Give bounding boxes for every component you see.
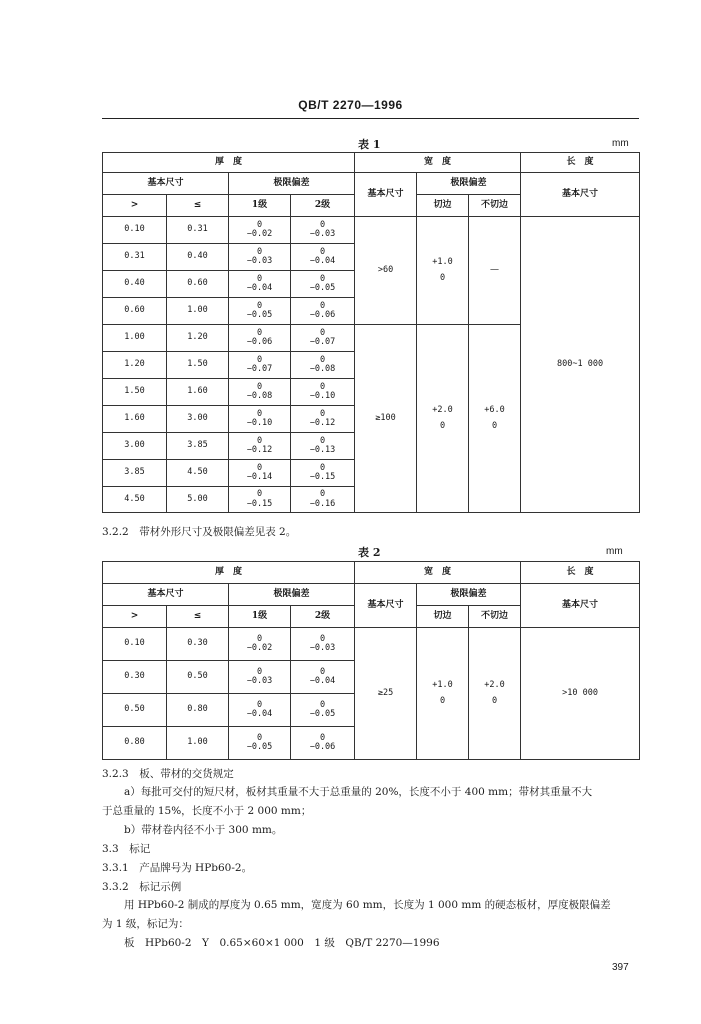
t2-header-grade2: 2级 — [291, 606, 355, 628]
table-row — [103, 628, 640, 661]
table1-unit: mm — [612, 138, 629, 149]
deviation-upper: 0 — [256, 273, 263, 284]
t1-header-uncut: 不切边 — [469, 195, 521, 217]
t1-header-length: 长 度 — [521, 153, 640, 173]
clause-3-3-1: 3.3.1 产品牌号为 HPb60-2。 — [102, 862, 253, 874]
t2-header-grade1: 1级 — [229, 606, 291, 628]
table2 — [102, 561, 640, 760]
grade1-deviation — [229, 727, 291, 760]
deviation-lower: −0.05 — [309, 283, 336, 293]
t1-header-cut: 切边 — [417, 195, 469, 217]
document-code-header: QB/T 2270—1996 — [298, 98, 403, 112]
deviation-lower: −0.03 — [309, 643, 336, 653]
clause-a-line1: a）每批可交付的短尺材，板材其重量不大于总重量的 20%，长度不小于 400 mm；带材其重量不大 — [124, 786, 593, 798]
deviation-upper: 0 — [319, 408, 326, 419]
deviation-lower: −0.03 — [246, 676, 273, 686]
grade1-deviation — [229, 352, 291, 379]
deviation-upper: 0 — [319, 462, 326, 473]
deviation-upper: 0 — [319, 381, 326, 392]
thickness-gt: 0.10 — [103, 628, 167, 661]
t1-header-grade2: 2级 — [291, 195, 355, 217]
length-basic: >10 000 — [521, 628, 640, 760]
deviation-lower: −0.16 — [309, 498, 336, 509]
t1-header-length-basic: 基本尺寸 — [521, 173, 640, 217]
t2-header-length: 长 度 — [521, 562, 640, 584]
deviation-lower: −0.12 — [309, 418, 336, 428]
clause-3-2-2: 3.2.2 带材外形尺寸及极限偏差见表 2。 — [102, 526, 297, 538]
deviation-lower: −0.02 — [246, 643, 273, 653]
deviation-upper: 0 — [319, 732, 326, 743]
thickness-le: 0.80 — [167, 694, 229, 727]
deviation-upper: +6.0 — [484, 405, 505, 416]
thickness-gt: 0.60 — [103, 298, 167, 325]
deviation-upper: 0 — [256, 327, 263, 338]
grade1-deviation — [229, 217, 291, 244]
deviation-upper: 0 — [256, 732, 263, 743]
deviation-upper: 0 — [256, 408, 263, 419]
width-cut-deviation-group2 — [417, 325, 469, 513]
thickness-gt: 1.60 — [103, 406, 167, 433]
deviation-lower: 0 — [439, 272, 446, 283]
width-basic-group1: >60 — [355, 217, 417, 325]
t1-header-width-tolerance: 极限偏差 — [417, 173, 521, 195]
table1 — [102, 152, 640, 513]
grade2-deviation — [291, 244, 355, 271]
deviation-upper: 0 — [319, 699, 326, 710]
deviation-upper: 0 — [319, 435, 326, 446]
clause-3-2-3: 3.2.3 板、带材的交货规定 — [102, 768, 234, 780]
t1-header-grade1: 1级 — [229, 195, 291, 217]
width-cut-deviation-group1 — [417, 217, 469, 325]
grade1-deviation — [229, 406, 291, 433]
deviation-lower: −0.15 — [309, 472, 336, 482]
t1-header-width: 宽 度 — [355, 153, 521, 173]
thickness-gt: 0.80 — [103, 727, 167, 760]
grade2-deviation — [291, 460, 355, 487]
thickness-gt: 1.00 — [103, 325, 167, 352]
deviation-upper: +1.0 — [432, 257, 453, 268]
width-uncut-deviation-group2 — [469, 325, 521, 513]
grade1-deviation — [229, 298, 291, 325]
clause-3-3-2: 3.3.2 标记示例 — [102, 881, 182, 893]
width-basic-group2: ≥100 — [355, 325, 417, 513]
t2-header-width: 宽 度 — [355, 562, 521, 584]
thickness-gt: 1.20 — [103, 352, 167, 379]
thickness-le: 4.50 — [167, 460, 229, 487]
clause-b: b）带材卷内径不小于 300 mm。 — [124, 824, 283, 836]
t2-header-cut: 切边 — [417, 606, 469, 628]
deviation-upper: 0 — [256, 300, 263, 311]
page-number: 397 — [612, 962, 629, 973]
thickness-gt: 1.50 — [103, 379, 167, 406]
grade2-deviation — [291, 325, 355, 352]
deviation-upper: 0 — [319, 246, 326, 257]
deviation-upper: 0 — [256, 246, 263, 257]
thickness-gt: 0.50 — [103, 694, 167, 727]
thickness-gt: 0.10 — [103, 217, 167, 244]
table-row — [103, 217, 640, 244]
deviation-lower: −0.08 — [246, 391, 273, 401]
deviation-lower: −0.05 — [309, 709, 336, 719]
thickness-gt: 4.50 — [103, 487, 167, 513]
deviation-upper: 0 — [256, 462, 263, 473]
t2-header-uncut: 不切边 — [469, 606, 521, 628]
deviation-lower: −0.13 — [309, 445, 336, 455]
deviation-lower: 0 — [439, 695, 446, 706]
deviation-upper: 0 — [256, 435, 263, 446]
grade2-deviation — [291, 271, 355, 298]
deviation-lower: −0.12 — [246, 445, 273, 455]
deviation-lower: −0.14 — [246, 472, 273, 482]
thickness-gt: 0.40 — [103, 271, 167, 298]
thickness-gt: 3.85 — [103, 460, 167, 487]
t2-header-basic-size: 基本尺寸 — [103, 584, 229, 606]
deviation-upper: 0 — [319, 273, 326, 284]
t2-header-gt: > — [103, 606, 167, 628]
deviation-upper: 0 — [256, 489, 263, 500]
deviation-lower: −0.06 — [309, 310, 336, 320]
thickness-le: 1.50 — [167, 352, 229, 379]
t1-header-gt: > — [103, 195, 167, 217]
grade2-deviation — [291, 694, 355, 727]
grade2-deviation — [291, 628, 355, 661]
deviation-lower: −0.04 — [309, 256, 336, 266]
grade1-deviation — [229, 244, 291, 271]
deviation-lower: 0 — [491, 420, 498, 431]
thickness-le: 3.00 — [167, 406, 229, 433]
table1-caption: 表 1 — [358, 138, 381, 151]
deviation-lower: −0.04 — [246, 283, 273, 293]
clause-3-3: 3.3 标记 — [102, 843, 151, 855]
thickness-le: 1.00 — [167, 298, 229, 325]
deviation-upper: 0 — [256, 219, 263, 230]
deviation-lower: −0.03 — [246, 256, 273, 266]
deviation-upper: 0 — [319, 489, 326, 500]
grade1-deviation — [229, 460, 291, 487]
t1-header-le: ≤ — [167, 195, 229, 217]
deviation-upper: 0 — [256, 699, 263, 710]
deviation-lower: −0.08 — [309, 364, 336, 374]
deviation-upper: +2.0 — [484, 680, 505, 691]
deviation-lower: 0 — [491, 695, 498, 706]
thickness-gt: 0.30 — [103, 661, 167, 694]
grade1-deviation — [229, 661, 291, 694]
grade2-deviation — [291, 433, 355, 460]
deviation-lower: −0.05 — [246, 310, 273, 320]
t2-header-width-basic: 基本尺寸 — [355, 584, 417, 628]
grade2-deviation — [291, 727, 355, 760]
example-line2: 为 1 级，标记为： — [102, 918, 189, 930]
deviation-lower: −0.07 — [246, 364, 273, 374]
header-rule — [102, 118, 639, 119]
deviation-lower: −0.06 — [309, 742, 336, 752]
thickness-le: 0.31 — [167, 217, 229, 244]
thickness-le: 1.60 — [167, 379, 229, 406]
table2-unit: mm — [606, 546, 623, 557]
grade2-deviation — [291, 352, 355, 379]
t2-header-thickness: 厚 度 — [103, 562, 355, 584]
deviation-upper: 0 — [319, 300, 326, 311]
grade1-deviation — [229, 325, 291, 352]
deviation-upper: 0 — [319, 219, 326, 230]
thickness-le: 1.00 — [167, 727, 229, 760]
t1-header-thickness: 厚 度 — [103, 153, 355, 173]
deviation-lower: −0.02 — [246, 229, 273, 239]
deviation-lower: −0.03 — [309, 229, 336, 239]
grade2-deviation — [291, 379, 355, 406]
marking-example: 板 HPb60-2 Y 0.65×60×1 000 1 级 QB/T 2270—1996 — [124, 937, 440, 949]
deviation-upper: 0 — [256, 354, 263, 365]
width-uncut-deviation — [469, 628, 521, 760]
deviation-lower: 0 — [439, 420, 446, 431]
deviation-upper: +2.0 — [432, 405, 453, 416]
width-cut-deviation — [417, 628, 469, 760]
thickness-le: 1.20 — [167, 325, 229, 352]
t1-header-tolerance: 极限偏差 — [229, 173, 355, 195]
t2-header-tolerance: 极限偏差 — [229, 584, 355, 606]
thickness-le: 5.00 — [167, 487, 229, 513]
grade2-deviation — [291, 217, 355, 244]
t1-header-basic-size: 基本尺寸 — [103, 173, 229, 195]
deviation-upper: +1.0 — [432, 680, 453, 691]
grade1-deviation — [229, 379, 291, 406]
grade2-deviation — [291, 487, 355, 513]
deviation-lower: −0.10 — [309, 391, 336, 401]
thickness-gt: 3.00 — [103, 433, 167, 460]
grade1-deviation — [229, 694, 291, 727]
deviation-upper: 0 — [256, 666, 263, 677]
grade1-deviation — [229, 271, 291, 298]
width-uncut-deviation-group1: — — [469, 217, 521, 325]
deviation-lower: −0.10 — [246, 418, 273, 428]
deviation-upper: 0 — [319, 327, 326, 338]
thickness-gt: 0.31 — [103, 244, 167, 271]
thickness-le: 0.60 — [167, 271, 229, 298]
deviation-upper: 0 — [319, 666, 326, 677]
clause-a-line2: 于总重量的 15%，长度不小于 2 000 mm； — [102, 805, 312, 817]
deviation-lower: −0.04 — [309, 676, 336, 686]
grade1-deviation — [229, 628, 291, 661]
grade1-deviation — [229, 487, 291, 513]
deviation-upper: 0 — [256, 633, 263, 644]
t2-header-width-tolerance: 极限偏差 — [417, 584, 521, 606]
deviation-lower: −0.05 — [246, 742, 273, 752]
deviation-lower: −0.15 — [246, 498, 273, 509]
grade2-deviation — [291, 298, 355, 325]
table2-caption: 表 2 — [358, 546, 381, 559]
width-basic: ≥25 — [355, 628, 417, 760]
grade2-deviation — [291, 406, 355, 433]
t2-header-le: ≤ — [167, 606, 229, 628]
length-basic: 800~1 000 — [521, 217, 640, 513]
deviation-upper: 0 — [319, 633, 326, 644]
t2-header-length-basic: 基本尺寸 — [521, 584, 640, 628]
deviation-upper: 0 — [319, 354, 326, 365]
deviation-lower: −0.06 — [246, 337, 273, 347]
deviation-upper: 0 — [256, 381, 263, 392]
thickness-le: 0.50 — [167, 661, 229, 694]
deviation-lower: −0.04 — [246, 709, 273, 719]
t1-header-width-basic: 基本尺寸 — [355, 173, 417, 217]
grade2-deviation — [291, 661, 355, 694]
deviation-lower: −0.07 — [309, 337, 336, 347]
grade1-deviation — [229, 433, 291, 460]
thickness-le: 0.40 — [167, 244, 229, 271]
example-line1: 用 HPb60-2 制成的厚度为 0.65 mm，宽度为 60 mm，长度为 1 000 mm 的硬态板材，厚度极限偏差 — [124, 899, 611, 911]
thickness-le: 3.85 — [167, 433, 229, 460]
thickness-le: 0.30 — [167, 628, 229, 661]
